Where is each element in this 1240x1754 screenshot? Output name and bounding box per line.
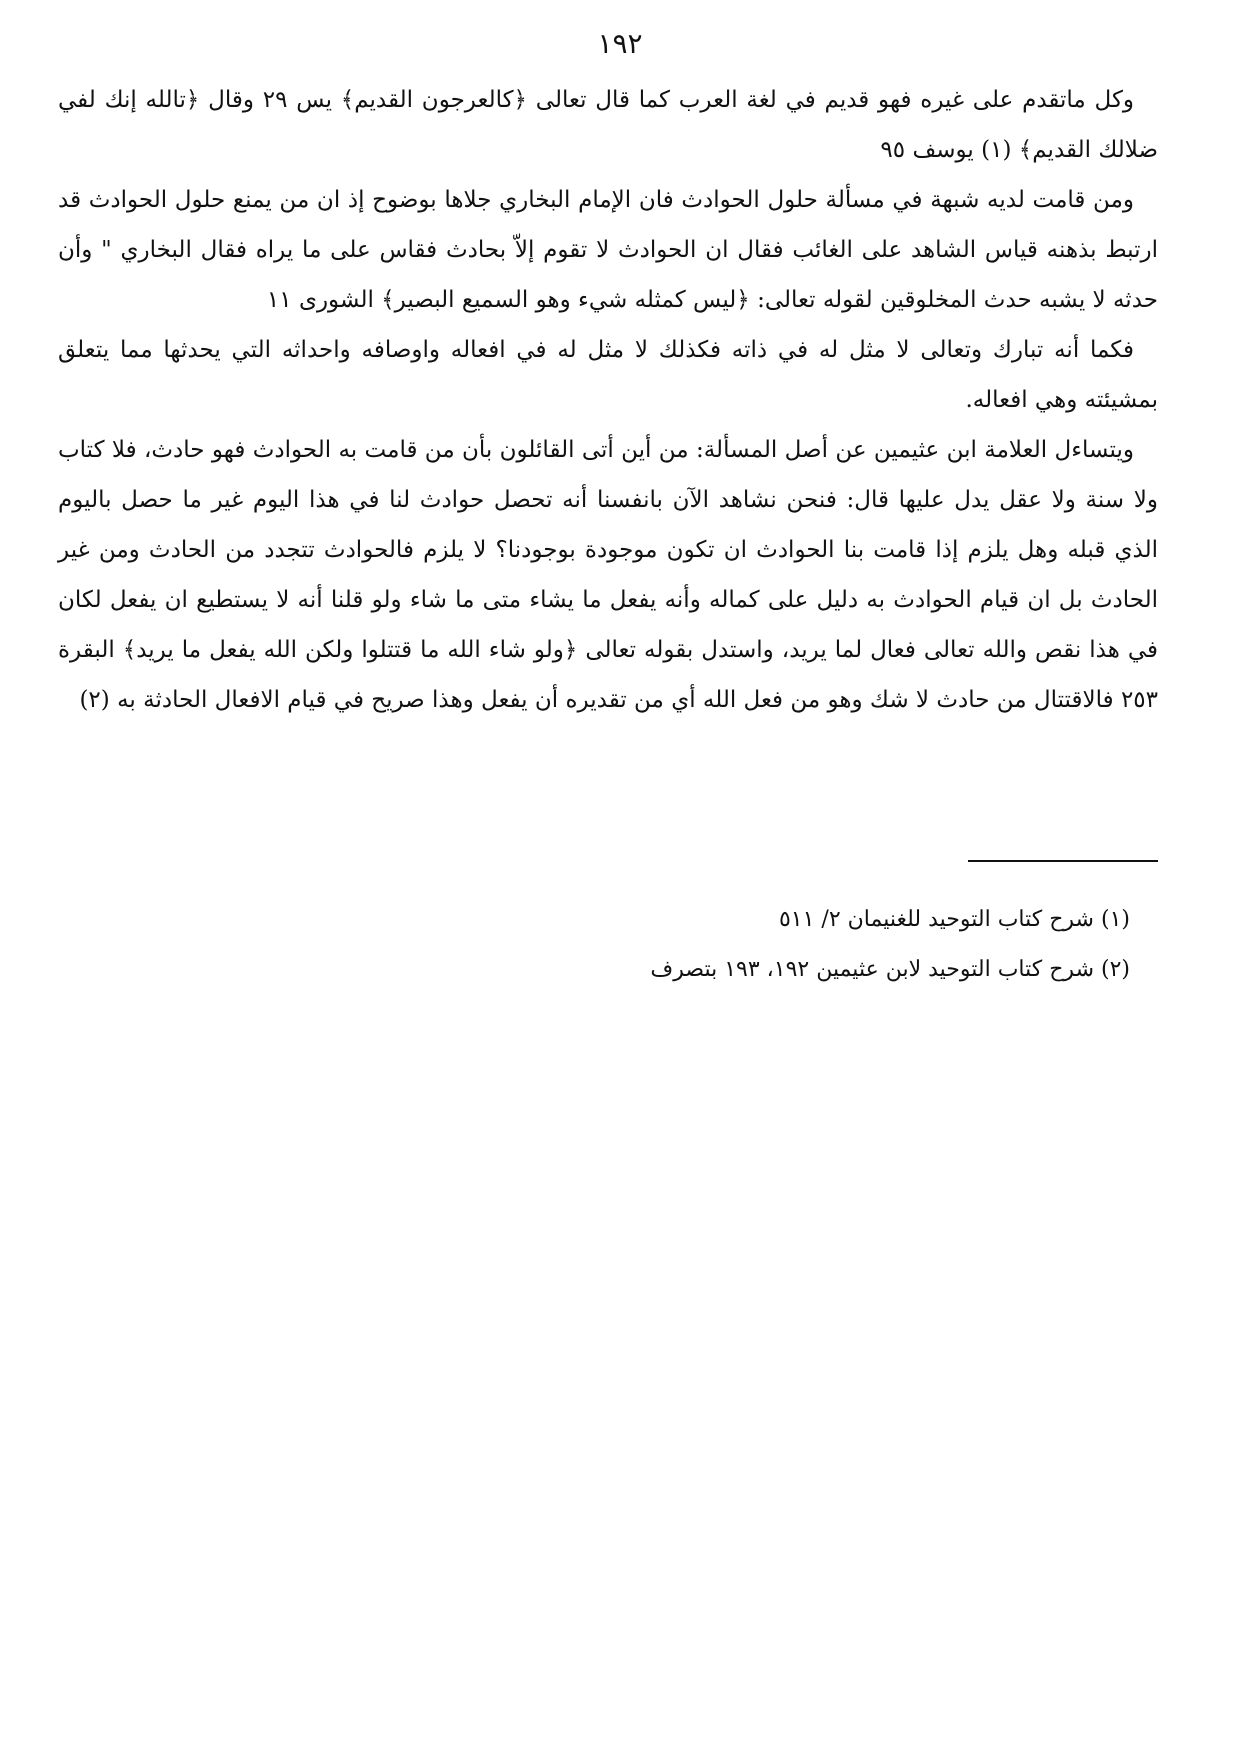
paragraph-2: ومن قامت لديه شبهة في مسألة حلول الحوادث فان الإمام البخاري جلاها بوضوح إذ ان من يمنع حلول الحوادث قد ارتبط بذهنه قياس الشاهد على الغائب فقال ان الحوادث لا تقوم إلاّ بحادث فقاس على ما يراه فقال البخاري " وأن حدثه لا يشبه حدث المخلوقين لقوله تعالى: ﴿ليس كمثله شيء وهو السميع البصير﴾ الشورى ١١ — [58, 187, 1158, 313]
paragraph-3: فكما أنه تبارك وتعالى لا مثل له في ذاته فكذلك لا مثل له في افعاله واوصافه واحداثه التي يحدثها مما يتعلق بمشيئته وهي افعاله. — [58, 337, 1158, 413]
main-text — [58, 75, 1158, 725]
footnote-1: (١) شرح كتاب التوحيد للغنيمان ٢/ ٥١١ — [778, 907, 1130, 932]
footnote-2: (٢) شرح كتاب التوحيد لابن عثيمين ١٩٢، ١٩٣ بتصرف — [650, 957, 1130, 982]
footnotes — [58, 895, 1158, 995]
footnote-divider — [968, 860, 1158, 862]
paragraph-1: وكل ماتقدم على غيره فهو قديم في لغة العرب كما قال تعالى ﴿كالعرجون القديم﴾ يس ٢٩ وقال ﴿تالله إنك لفي ضلالك القديم﴾ (١) يوسف ٩٥ — [58, 87, 1158, 163]
page-number: ١٩٢ — [597, 27, 643, 60]
paragraph-4: ويتساءل العلامة ابن عثيمين عن أصل المسألة: من أين أتى القائلون بأن من قامت به الحوادث فهو حادث، فلا كتاب ولا سنة ولا عقل يدل عليها قال: فنحن نشاهد الآن بانفسنا أنه تحصل حوادث لنا في هذا اليوم غير ما حصل باليوم الذي قبله وهل يلزم إذا قامت بنا الحوادث ان تكون موجودة بوجودنا؟ لا يلزم فالحوادث تتجدد من الحادث ومن غير الحادث بل ان قيام الحوادث به دليل على كماله وأنه يفعل ما يشاء متى ما شاء ولو قلنا أنه لا يستطيع ان يفعل لكان في هذا نقص والله تعالى فعال لما يريد، واستدل بقوله تعالى ﴿ولو شاء الله ما قتتلوا ولكن الله يفعل ما يريد﴾ البقرة ٢٥٣ فالاقتتال من حادث لا شك وهو من فعل الله أي من تقديره أن يفعل وهذا صريح في قيام الافعال الحادثة به (٢) — [58, 437, 1158, 713]
